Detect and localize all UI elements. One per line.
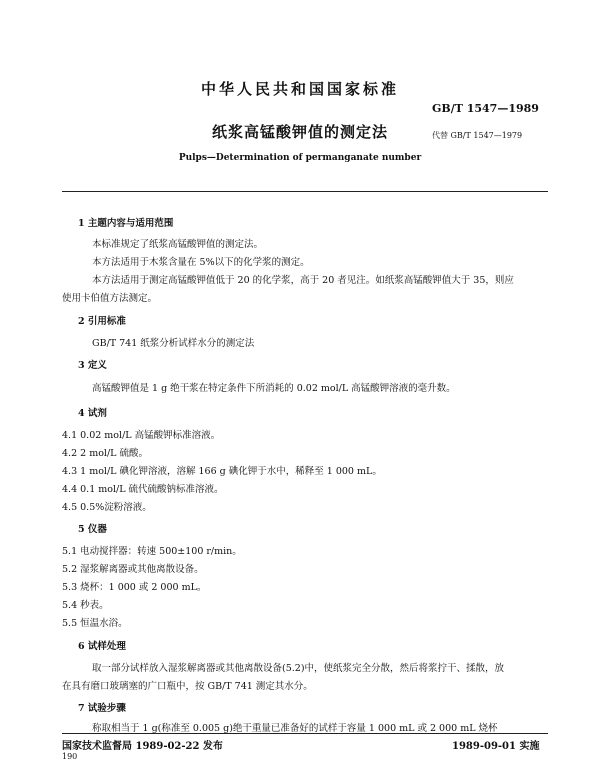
- apparatus-item: 5.4 秒表。: [62, 600, 109, 611]
- reagent-item: 4.3 1 mol/L 碘化钾溶液，溶解 166 g 碘化钾于水中，稀释至 1 000 mL。: [62, 466, 382, 477]
- english-title: Pulps—Determination of permanganate number: [178, 153, 422, 163]
- apparatus-item: 5.3 烧杯：1 000 或 2 000 mL。: [62, 582, 207, 593]
- header-divider: [62, 191, 548, 192]
- reagent-item: 4.1 0.02 mol/L 高锰酸钾标准溶液。: [62, 430, 221, 441]
- standard-number: GB/T 1547—1989: [432, 102, 539, 115]
- section-1-paragraph-1: 本标准规定了纸浆高锰酸钾值的测定法。: [92, 239, 264, 250]
- implementation-date: 1989-09-01 实施: [452, 737, 539, 752]
- apparatus-item: 5.5 恒温水浴。: [62, 618, 128, 629]
- section-7-paragraph: 称取相当于 1 g(称准至 0.005 g)绝干重量已准备好的试样于容量 1 000 mL 或 2 000 mL 烧杯: [92, 720, 498, 734]
- issuer-date: 国家技术监督局 1989-02-22 发布: [62, 737, 223, 752]
- section-6-paragraph-cont: 在具有磨口玻璃塞的广口瓶中，按 GB/T 741 测定其水分。: [62, 681, 313, 692]
- replaces-note: 代替 GB/T 1547—1979: [432, 131, 523, 140]
- section-4-title: 4 试剂: [78, 408, 107, 419]
- reagent-item: 4.5 0.5%淀粉溶液。: [62, 502, 152, 513]
- section-1-title: 1 主题内容与适用范围: [78, 218, 174, 229]
- section-1-paragraph-3-cont: 使用卡伯值方法测定。: [62, 293, 158, 304]
- section-1-paragraph-3: 本方法适用于测定高锰酸钾值低于 20 的化学浆，高于 20 者见注。如纸浆高锰酸钾值大于 35，则应: [92, 275, 514, 286]
- apparatus-item: 5.1 电动搅拌器：转速 500±100 r/min。: [62, 546, 242, 557]
- page-number: 190: [62, 752, 78, 761]
- section-2-reference: GB/T 741 纸浆分析试样水分的测定法: [92, 338, 255, 349]
- section-7-title: 7 试验步骤: [78, 703, 126, 714]
- national-standard-heading: 中华人民共和国国家标准: [200, 80, 399, 98]
- section-3-definition: 高锰酸钾值是 1 g 绝干浆在特定条件下所消耗的 0.02 mol/L 高锰酸钾溶液的毫升数。: [92, 383, 456, 394]
- reagent-item: 4.4 0.1 mol/L 硫代硫酸钠标准溶液。: [62, 484, 224, 495]
- footer-divider: [62, 733, 548, 734]
- section-1-paragraph-2: 本方法适用于木浆含量在 5%以下的化学浆的测定。: [92, 257, 310, 268]
- section-6-title: 6 试样处理: [78, 641, 126, 652]
- section-6-paragraph: 取一部分试样放入湿浆解离器或其他离散设备(5.2)中，使纸浆完全分散，然后将浆拧干、揉散，放: [92, 663, 505, 674]
- section-3-title: 3 定义: [78, 360, 107, 371]
- section-2-title: 2 引用标准: [78, 316, 126, 327]
- reagent-item: 4.2 2 mol/L 硫酸。: [62, 448, 148, 459]
- document-title: 纸浆高锰酸钾值的测定法: [211, 123, 388, 141]
- section-5-title: 5 仪器: [78, 524, 107, 535]
- apparatus-item: 5.2 湿浆解离器或其他离散设备。: [62, 564, 204, 575]
